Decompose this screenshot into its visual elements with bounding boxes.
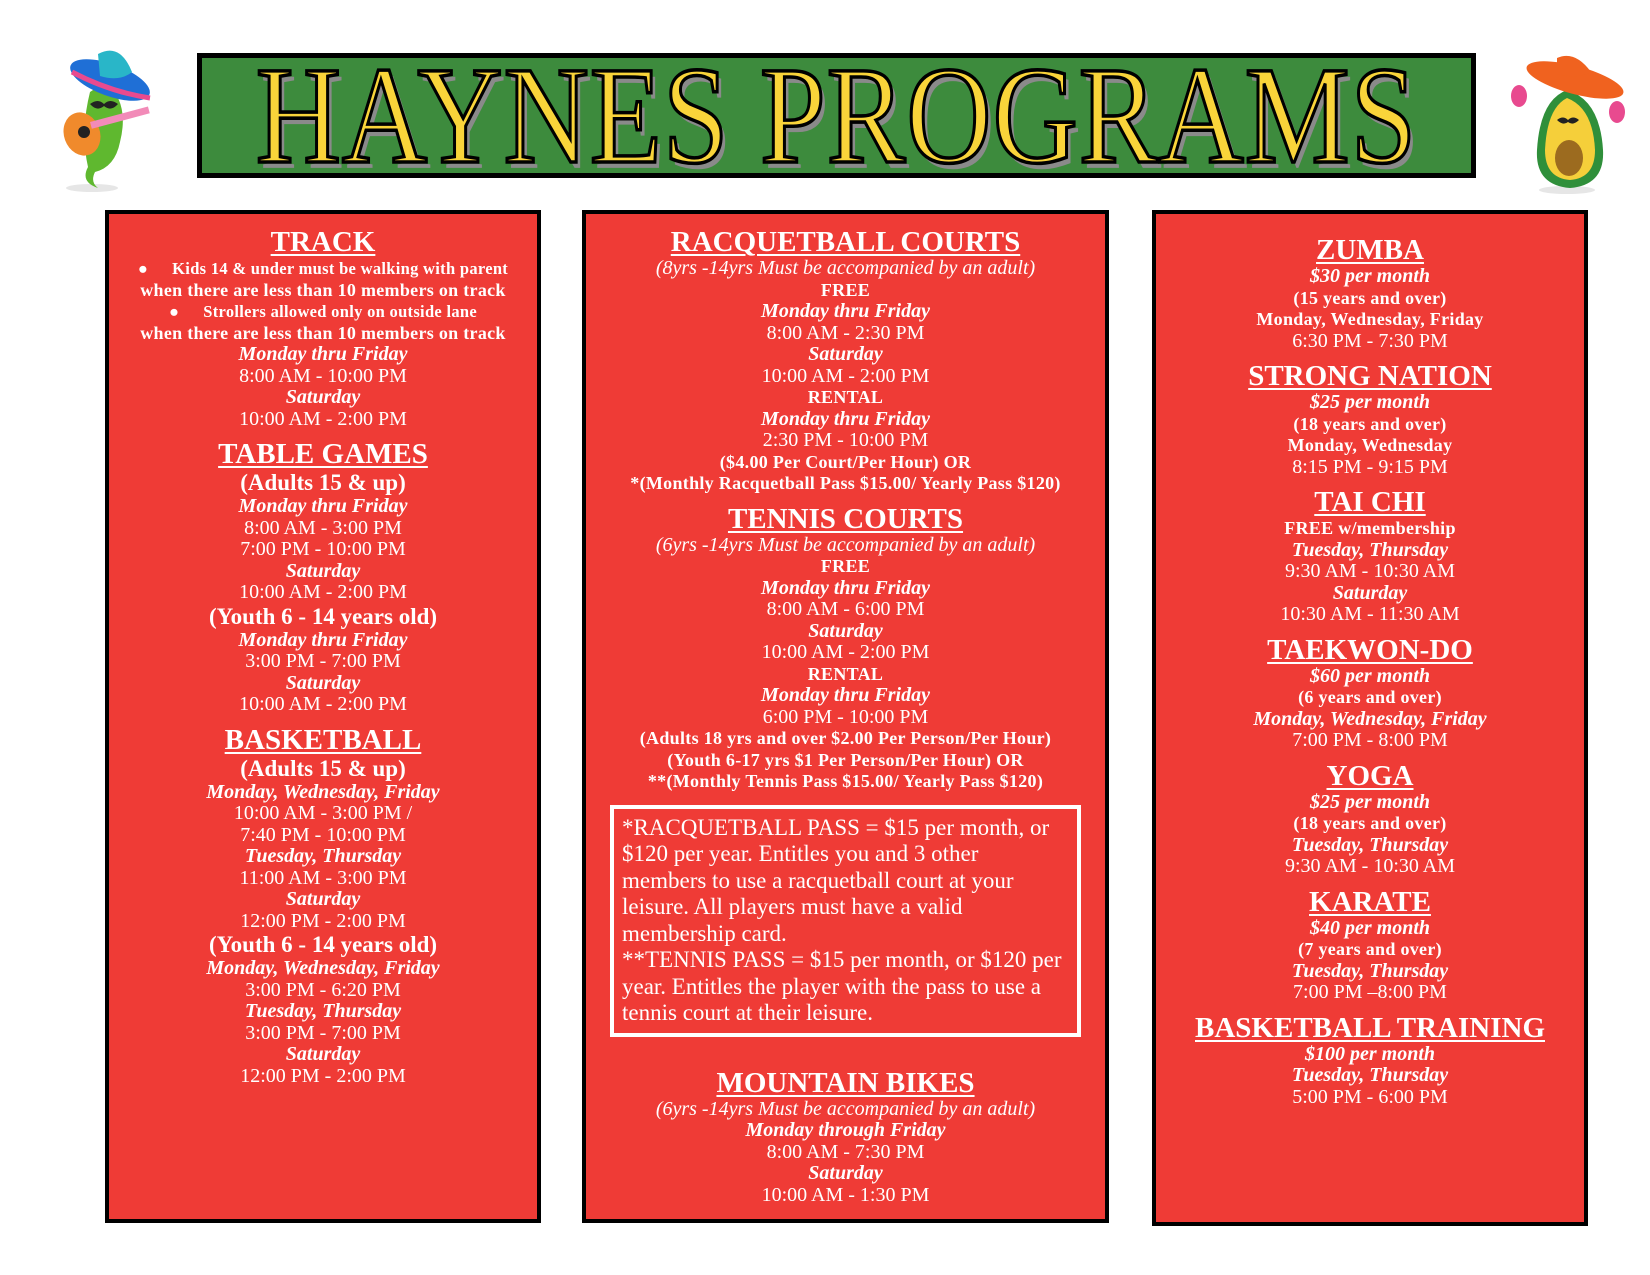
- program-detail: **(Monthly Tennis Pass $15.00/ Yearly Pass $120): [647, 771, 1044, 791]
- program-detail: 10:00 AM - 3:00 PM /: [233, 802, 413, 824]
- schedule-days: Tuesday, Thursday: [1291, 1064, 1449, 1086]
- program-detail: 10:00 AM - 2:00 PM: [239, 407, 407, 430]
- program-detail: 10:00 AM - 2:00 PM: [761, 641, 930, 663]
- program-heading: TAEKWON-DO: [1267, 633, 1473, 666]
- program-heading: STRONG NATION: [1248, 360, 1492, 392]
- mariachi-avocado-icon: [1505, 50, 1635, 195]
- bullet-item: [109, 301, 537, 323]
- program-detail: (Adults 15 & up): [240, 470, 406, 495]
- program-detail: (Youth 6 - 14 years old): [208, 603, 438, 629]
- program-detail: 5:00 PM - 6:00 PM: [1292, 1085, 1448, 1108]
- program-heading: MOUNTAIN BIKES: [716, 1066, 975, 1099]
- program-detail: 7:40 PM - 10:00 PM: [240, 823, 406, 846]
- schedule-days: $40 per month: [1309, 916, 1431, 939]
- program-detail: Monday, Wednesday, Friday: [1256, 309, 1484, 329]
- program-detail: 10:30 AM - 11:30 AM: [1280, 603, 1460, 625]
- programs-column-middle: [582, 210, 1109, 1223]
- program-detail: *(Monthly Racquetball Pass $15.00/ Yearly Pass $120): [630, 473, 1061, 493]
- program-detail: 6:00 PM - 10:00 PM: [762, 705, 929, 728]
- schedule-days: Monday through Friday: [745, 1119, 946, 1141]
- program-detail: 3:00 PM - 7:00 PM: [245, 1021, 401, 1044]
- schedule-days: Saturday: [808, 619, 883, 642]
- schedule-days: Saturday: [285, 888, 361, 910]
- program-detail: 7:00 PM –8:00 PM: [1293, 981, 1447, 1003]
- program-detail: 10:00 AM - 2:00 PM: [761, 364, 930, 387]
- program-heading: YOGA: [1326, 759, 1414, 792]
- schedule-days: Monday thru Friday: [761, 407, 930, 430]
- program-detail: (18 years and over): [1293, 413, 1447, 434]
- program-section: [109, 226, 537, 430]
- program-section: [1156, 886, 1584, 1004]
- program-section: [1156, 486, 1584, 626]
- program-section: [586, 226, 1105, 495]
- program-heading: ZUMBA: [1316, 234, 1424, 266]
- program-heading: TRACK: [270, 226, 376, 258]
- program-heading: RACQUETBALL COURTS: [670, 226, 1021, 258]
- schedule-days: Monday thru Friday: [238, 343, 408, 365]
- program-detail: 8:00 AM - 3:00 PM: [244, 516, 402, 539]
- program-detail: FREE: [820, 556, 871, 576]
- program-detail: 3:00 PM - 7:00 PM: [245, 650, 401, 672]
- program-heading: TENNIS COURTS: [727, 502, 964, 535]
- program-detail: RENTAL: [807, 387, 884, 407]
- schedule-days: $25 per month: [1309, 790, 1431, 813]
- schedule-days: Monday thru Friday: [761, 300, 930, 322]
- program-section: [109, 438, 537, 716]
- program-detail: 7:00 PM - 10:00 PM: [240, 538, 406, 560]
- program-heading: BASKETBALL: [224, 723, 422, 756]
- program-detail: when there are less than 10 members on track: [140, 279, 506, 300]
- program-detail: (Youth 6 - 14 years old): [208, 932, 438, 957]
- schedule-days: Tuesday, Thursday: [1291, 833, 1449, 856]
- program-section: [1156, 1012, 1584, 1109]
- program-detail: 7:00 PM - 8:00 PM: [1292, 729, 1448, 751]
- schedule-days: $60 per month: [1309, 664, 1431, 687]
- program-detail: Monday, Wednesday: [1287, 435, 1453, 455]
- schedule-days: Saturday: [285, 386, 361, 408]
- program-section: [586, 1067, 1105, 1207]
- programs-column-left: [105, 210, 541, 1223]
- program-detail: 12:00 PM - 2:00 PM: [240, 1064, 406, 1087]
- schedule-days: Monday thru Friday: [238, 628, 408, 651]
- program-detail: RENTAL: [807, 663, 884, 684]
- program-heading: TABLE GAMES: [218, 438, 428, 470]
- schedule-days: Tuesday, Thursday: [244, 845, 402, 867]
- program-detail: 8:00 AM - 2:30 PM: [766, 321, 925, 344]
- program-heading: KARATE: [1309, 885, 1431, 918]
- bullet-text: Strollers allowed only on outside lane: [203, 302, 478, 321]
- program-detail: 6:30 PM - 7:30 PM: [1292, 329, 1448, 352]
- schedule-days: Saturday: [285, 559, 361, 582]
- schedule-days: $25 per month: [1309, 391, 1431, 413]
- program-detail: (18 years and over): [1293, 813, 1447, 833]
- schedule-days: Monday thru Friday: [761, 684, 930, 706]
- program-detail: (7 years and over): [1298, 939, 1442, 959]
- program-section: [1156, 634, 1584, 752]
- program-section: [1156, 760, 1584, 878]
- mariachi-pepper-icon: [50, 42, 180, 192]
- bullet-icon: ●: [137, 259, 149, 278]
- schedule-days: Saturday: [808, 1162, 883, 1184]
- program-detail: ($4.00 Per Court/Per Hour) OR: [719, 451, 972, 472]
- schedule-days: Saturday: [808, 343, 883, 365]
- schedule-days: $100 per month: [1304, 1042, 1436, 1065]
- program-detail: 3:00 PM - 6:20 PM: [245, 978, 401, 1001]
- schedule-days: Saturday: [1332, 581, 1408, 604]
- program-detail: 10:00 AM - 1:30 PM: [761, 1183, 930, 1206]
- program-detail: 2:30 PM - 10:00 PM: [762, 429, 929, 451]
- title-banner: [197, 53, 1476, 178]
- bullet-icon: ●: [168, 302, 180, 321]
- schedule-days: Tuesday, Thursday: [1291, 538, 1449, 561]
- program-detail: (6yrs -14yrs Must be accompanied by an adult): [655, 533, 1036, 556]
- program-detail: FREE w/membership: [1284, 518, 1456, 538]
- pass-info-text: **TENNIS PASS = $15 per month, or $120 per year. Entitles the player with the pass to use a tennis court at their leisure.: [622, 947, 1062, 1025]
- program-detail: (Adults 15 & up): [240, 755, 406, 781]
- schedule-days: Saturday: [285, 1043, 361, 1065]
- bullet-item: [109, 258, 537, 280]
- program-detail: 10:00 AM - 2:00 PM: [239, 693, 407, 715]
- programs-column-right: [1152, 210, 1588, 1226]
- schedule-days: Tuesday, Thursday: [244, 1000, 402, 1022]
- page-title: HAYNES PROGRAMS: [255, 53, 1418, 178]
- schedule-days: Monday thru Friday: [238, 495, 408, 517]
- program-detail: 10:00 AM - 2:00 PM: [239, 581, 407, 603]
- program-detail: 8:00 AM - 10:00 PM: [239, 364, 407, 387]
- schedule-days: Tuesday, Thursday: [1291, 959, 1449, 982]
- program-detail: 8:00 AM - 7:30 PM: [766, 1140, 925, 1163]
- schedule-days: $30 per month: [1309, 265, 1431, 287]
- program-section: [109, 724, 537, 1088]
- program-detail: (8yrs -14yrs Must be accompanied by an adult): [655, 257, 1036, 279]
- program-detail: (Youth 6-17 yrs $1 Per Person/Per Hour) OR: [667, 749, 1024, 770]
- program-section: [1156, 360, 1584, 478]
- program-detail: 8:15 PM - 9:15 PM: [1292, 455, 1448, 478]
- schedule-days: Saturday: [285, 671, 361, 694]
- program-detail: (Adults 18 yrs and over $2.00 Per Person/Per Hour): [639, 728, 1052, 748]
- program-detail: FREE: [820, 279, 871, 300]
- program-section: [1156, 234, 1584, 352]
- program-detail: (6yrs -14yrs Must be accompanied by an adult): [655, 1097, 1036, 1120]
- schedule-days: Monday, Wednesday, Friday: [206, 780, 440, 803]
- schedule-days: Monday thru Friday: [761, 576, 930, 599]
- bullet-text: Kids 14 & under must be walking with parent: [172, 259, 509, 278]
- pass-info-box: [610, 805, 1081, 1037]
- program-detail: 9:30 AM - 10:30 AM: [1284, 855, 1456, 877]
- program-detail: (15 years and over): [1293, 287, 1447, 308]
- schedule-days: Monday, Wednesday, Friday: [206, 957, 440, 979]
- program-heading: TAI CHI: [1314, 486, 1426, 518]
- pass-info-text: *RACQUETBALL PASS = $15 per month, or $120 per year. Entitles you and 3 other members to use a racquetball court at your leisure. All players must have a valid membership card.: [622, 814, 1050, 946]
- program-detail: when there are less than 10 members on track: [140, 322, 506, 343]
- schedule-days: Monday, Wednesday, Friday: [1253, 707, 1487, 730]
- program-detail: 12:00 PM - 2:00 PM: [240, 909, 406, 932]
- program-detail: 9:30 AM - 10:30 AM: [1284, 560, 1456, 582]
- program-detail: 8:00 AM - 6:00 PM: [766, 598, 925, 620]
- program-detail: (6 years and over): [1298, 687, 1442, 707]
- program-heading: BASKETBALL TRAINING: [1195, 1011, 1545, 1044]
- program-section: [586, 503, 1105, 793]
- program-detail: 11:00 AM - 3:00 PM: [239, 866, 407, 889]
